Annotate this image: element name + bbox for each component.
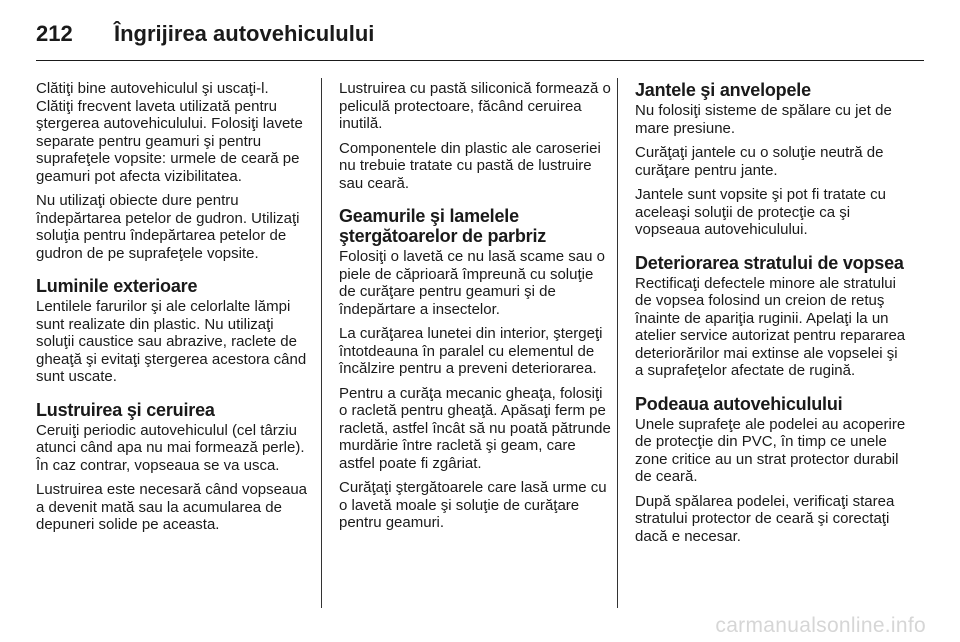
- site-watermark: carmanualsonline.info: [715, 614, 926, 637]
- column-divider: [617, 78, 618, 608]
- paragraph: Jantele sunt vopsite şi pot fi tratate cu aceleaşi soluţii de protecţie ca şi vopseaua autovehiculului.: [635, 186, 886, 238]
- paragraph: Pentru a curăţa mecanic gheaţa, folosiţi o racletă pentru gheaţă. Apăsaţi ferm pe racletă, astfel încât să nu poată pătrunde murdărie între racletă şi geam, care astfel poate fi zgâriat.: [339, 384, 611, 472]
- paragraph: Ceruiţi periodic autovehiculul (cel târziu atunci când apa nu mai formează perle). În caz contrar, vopseaua se va usca.: [36, 421, 305, 474]
- section-heading-polishing: Lustruirea şi ceruirea: [36, 399, 215, 420]
- chapter-title: Îngrijirea autovehiculului: [114, 21, 375, 46]
- paragraph: Curăţaţi ştergătoarele care lasă urme cu o lavetă moale şi soluţie de curăţare pentru geamuri.: [339, 479, 607, 531]
- section-heading-wheels-tyres: Jantele şi anvelopele: [635, 80, 811, 100]
- page-header: [36, 14, 374, 54]
- paragraph: Lustruirea este necesară când vopseaua a devenit mată sau la acumularea de depuneri solide pe aceasta.: [36, 481, 308, 533]
- paragraph: La curăţarea lunetei din interior, ştergeţi întotdeauna în paralel cu elementul de încălzire pentru a preveni deteriorarea.: [339, 325, 603, 377]
- section-heading-exterior-lights: Luminile exterioare: [36, 276, 198, 296]
- paragraph: Rectificaţi defectele minore ale stratului de vopsea folosind un creion de retuş înainte de apariţia ruginii. Apelaţi la un atelier service autorizat pentru repararea deteriorărilor mai extinse ale vopselei şi a suprafeţelor afectate de rugină.: [635, 274, 906, 379]
- column-middle: [339, 80, 611, 539]
- paragraph: Curăţaţi jantele cu o soluţie neutră de curăţare pentru jante.: [635, 144, 884, 179]
- paragraph: Nu folosiţi sisteme de spălare cu jet de mare presiune.: [635, 102, 892, 137]
- section-heading-underbody: Podeaua autovehiculului: [635, 393, 843, 414]
- paragraph: După spălarea podelei, verificaţi starea stratului protector de ceară şi corectaţi dacă e necesar.: [635, 492, 895, 545]
- header-divider: [36, 60, 924, 61]
- page-number: 212: [36, 21, 73, 46]
- paragraph: Unele suprafeţe ale podelei au acoperire de protecţie din PVC, în timp ce unele zone critice au un strat protector durabil de ceară.: [635, 415, 906, 485]
- section-heading-windows-wipers: Geamurile şi lamelele ştergătoarelor de parbriz: [339, 206, 547, 246]
- column-divider: [321, 78, 322, 608]
- column-left: [36, 80, 308, 541]
- paragraph: Clătiţi bine autovehiculul şi uscaţi-l. Clătiţi frecvent laveta utilizată pentru ştergerea autovehiculului. Folosiţi lavete separate pentru geamuri şi pentru suprafeţele vopsite: urmele de ceară pe geamuri pot afecta vizibilitatea.: [36, 80, 303, 185]
- paragraph: Nu utilizaţi obiecte dure pentru îndepărtarea petelor de gudron. Utilizaţi soluţia pentru îndepărtarea petelor de gudron de pe suprafeţele vopsite.: [36, 192, 300, 262]
- paragraph: Lentilele farurilor şi ale celorlalte lămpi sunt realizate din plastic. Nu utilizaţi soluţii caustice sau abrazive, raclete de gheaţă şi evitaţi ştergerea acestora când sunt uscate.: [36, 298, 307, 385]
- paragraph: Componentele din plastic ale caroseriei nu trebuie tratate cu pastă de lustruire sau ceară.: [339, 139, 601, 192]
- paragraph: Folosiţi o lavetă ce nu lasă scame sau o piele de căprioară împreună cu soluţie de curăţare pentru geamuri şi de îndepărtare a insectelor.: [339, 248, 605, 318]
- paragraph: Lustruirea cu pastă siliconică formează o peliculă protectoare, făcând ceruirea inutilă.: [339, 80, 611, 132]
- column-right: [635, 80, 907, 552]
- section-heading-paint-damage: Deteriorarea stratului de vopsea: [635, 252, 904, 273]
